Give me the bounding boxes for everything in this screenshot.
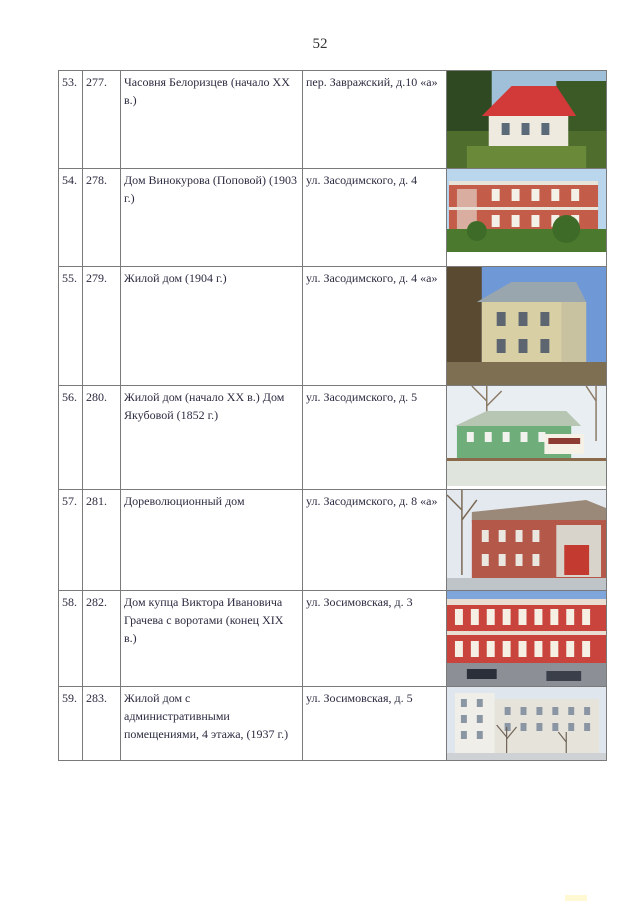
- object-address: ул. Засодимского, д. 5: [303, 386, 447, 490]
- object-name: Дореволюционный дом: [121, 490, 303, 591]
- heritage-table: [58, 70, 607, 761]
- object-address: ул. Засодимского, д. 4 «а»: [303, 267, 447, 386]
- object-id: 280.: [83, 386, 121, 490]
- object-id: 281.: [83, 490, 121, 591]
- object-address: ул. Засодимского, д. 4: [303, 169, 447, 267]
- photo-cell: [447, 490, 607, 591]
- prerevolution-house-photo: [447, 490, 606, 590]
- photo-cell: [447, 386, 607, 490]
- table-row: [59, 386, 607, 490]
- object-address: ул. Зосимовская, д. 3: [303, 591, 447, 687]
- green-house-photo: [447, 386, 606, 486]
- object-address: пер. Завражский, д.10 «а»: [303, 71, 447, 169]
- table-row: [59, 591, 607, 687]
- brick-house-photo: [447, 169, 606, 252]
- table-row: [59, 687, 607, 761]
- object-id: 282.: [83, 591, 121, 687]
- object-name: Жилой дом (начало XX в.) Дом Якубовой (1852 г.): [121, 386, 303, 490]
- table-row: [59, 71, 607, 169]
- row-number: 55.: [59, 267, 83, 386]
- object-id: 279.: [83, 267, 121, 386]
- object-id: 278.: [83, 169, 121, 267]
- object-address: ул. Засодимского, д. 8 «а»: [303, 490, 447, 591]
- photo-cell: [447, 71, 607, 169]
- row-number: 57.: [59, 490, 83, 591]
- object-name: Часовня Белоризцев (начало XX в.): [121, 71, 303, 169]
- table-row: [59, 169, 607, 267]
- row-number: 56.: [59, 386, 83, 490]
- page-number: 52: [312, 36, 328, 52]
- photo-cell: [447, 687, 607, 761]
- object-name: Дом купца Виктора Ивановича Грачева с воротами (конец XIX в.): [121, 591, 303, 687]
- object-name: Жилой дом с административными помещениями, 4 этажа, (1937 г.): [121, 687, 303, 761]
- row-number: 58.: [59, 591, 83, 687]
- object-name: Дом Винокурова (Поповой) (1903 г.): [121, 169, 303, 267]
- object-id: 277.: [83, 71, 121, 169]
- row-number: 53.: [59, 71, 83, 169]
- table-row: [59, 490, 607, 591]
- chapel-photo: [447, 71, 606, 168]
- row-number: 59.: [59, 687, 83, 761]
- object-id: 283.: [83, 687, 121, 761]
- object-address: ул. Зосимовская, д. 5: [303, 687, 447, 761]
- photo-cell: [447, 591, 607, 687]
- photo-cell: [447, 267, 607, 386]
- table-row: [59, 267, 607, 386]
- apartment-block-photo: [447, 687, 606, 760]
- scan-artifact: [565, 895, 587, 901]
- row-number: 54.: [59, 169, 83, 267]
- merchant-house-photo: [447, 591, 606, 686]
- object-name: Жилой дом (1904 г.): [121, 267, 303, 386]
- photo-cell: [447, 169, 607, 267]
- residential-house-photo: [447, 267, 606, 385]
